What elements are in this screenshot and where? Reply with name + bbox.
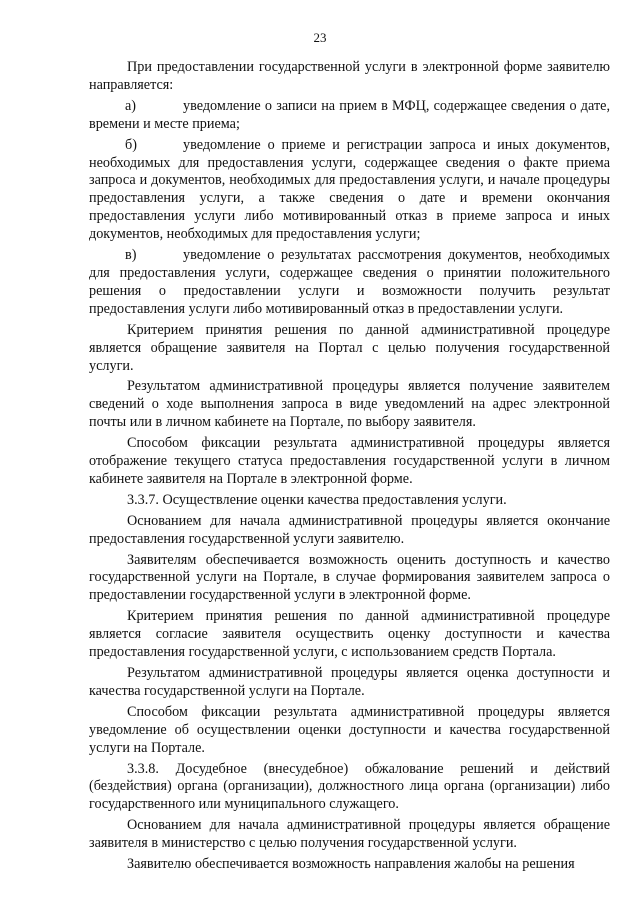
list-item-a xyxy=(89,98,610,134)
paragraph-possibility: Заявителям обеспечивается возможность оценить доступность и качество государственной услуги на Портале, в случае формирования заявителем запроса о предоставлении государственной услуги в электронной форме. xyxy=(89,551,610,604)
paragraph-criterion-1: Критерием принятия решения по данной административной процедуре является обращение заявителя на Портал с целью получения государственной услуги. xyxy=(89,321,610,374)
page-number: 23 xyxy=(313,30,327,45)
paragraph-fixation-1: Способом фиксации результата административной процедуры является отображение текущего статуса предоставления государственной услуги в личном кабинете заявителя на Портале в электронной форме. xyxy=(89,435,610,487)
list-marker: б) xyxy=(125,136,137,153)
paragraph-complaint: Заявителю обеспечивается возможность направления жалобы на решения xyxy=(127,856,575,873)
list-item-text: уведомление о приеме и регистрации запроса и иных документов, необходимых для предоставления услуги, содержащее сведения о факте приема запроса и документов, необходимых для предоставления услуги, и начале процедуры предоставления услуги, а также сведения о дате и времени окончания предоставления услуги либо мотивированный отказ в приеме запроса и иных документов, необходимых для предоставления услуги; xyxy=(89,136,610,243)
paragraph-fixation-2: Способом фиксации результата административной процедуры является уведомление об осуществлении оценки доступности и качества государственной услуги на Портале. xyxy=(89,703,610,756)
section-heading-3-3-7: 3.3.7. Осуществление оценки качества предоставления услуги. xyxy=(127,491,507,508)
list-item-text: уведомление о записи на прием в МФЦ, содержащее сведения о дате, времени и месте приема; xyxy=(89,97,610,132)
list-item-text: уведомление о результатах рассмотрения документов, необходимых для предоставления услуги, содержащее сведения о принятии положительного решения о предоставлении услуги и возможности получить результат предоставления услуги либо мотивированный отказ в предоставлении услуги. xyxy=(89,247,610,317)
list-marker: в) xyxy=(125,247,137,264)
paragraph-intro: При предоставлении государственной услуги в электронной форме заявителю направляется: xyxy=(89,59,610,93)
paragraph-criterion-2: Критерием принятия решения по данной административной процедуре является согласие заявителя осуществить оценку доступности и качества предоставления государственной услуги, с использованием средств Портала. xyxy=(89,608,610,661)
paragraph-result-1: Результатом административной процедуры является получение заявителем сведений о ходе выполнения запроса в виде уведомлений на адрес электронной почты или в личном кабинете на Портале, по выбору заявителя. xyxy=(89,378,610,431)
list-item-b xyxy=(89,137,610,244)
paragraph-basis-1: Основанием для начала административной процедуры является окончание предоставления государственной услуги заявителю. xyxy=(89,512,610,547)
list-item-v xyxy=(89,247,610,319)
paragraph-result-2: Результатом административной процедуры является оценка доступности и качества государственной услуги на Портале. xyxy=(89,665,610,699)
section-heading-3-3-8: 3.3.8. Досудебное (внесудебное) обжалование решений и действий (бездействия) органа (организации), должностного лица органа (организации) либо государственного или муниципального служащего. xyxy=(89,760,610,813)
list-marker: а) xyxy=(125,97,137,114)
paragraph-basis-2: Основанием для начала административной процедуры является обращение заявителя в министерство с целью получения государственной услуги. xyxy=(89,817,610,852)
document-body xyxy=(89,59,610,877)
